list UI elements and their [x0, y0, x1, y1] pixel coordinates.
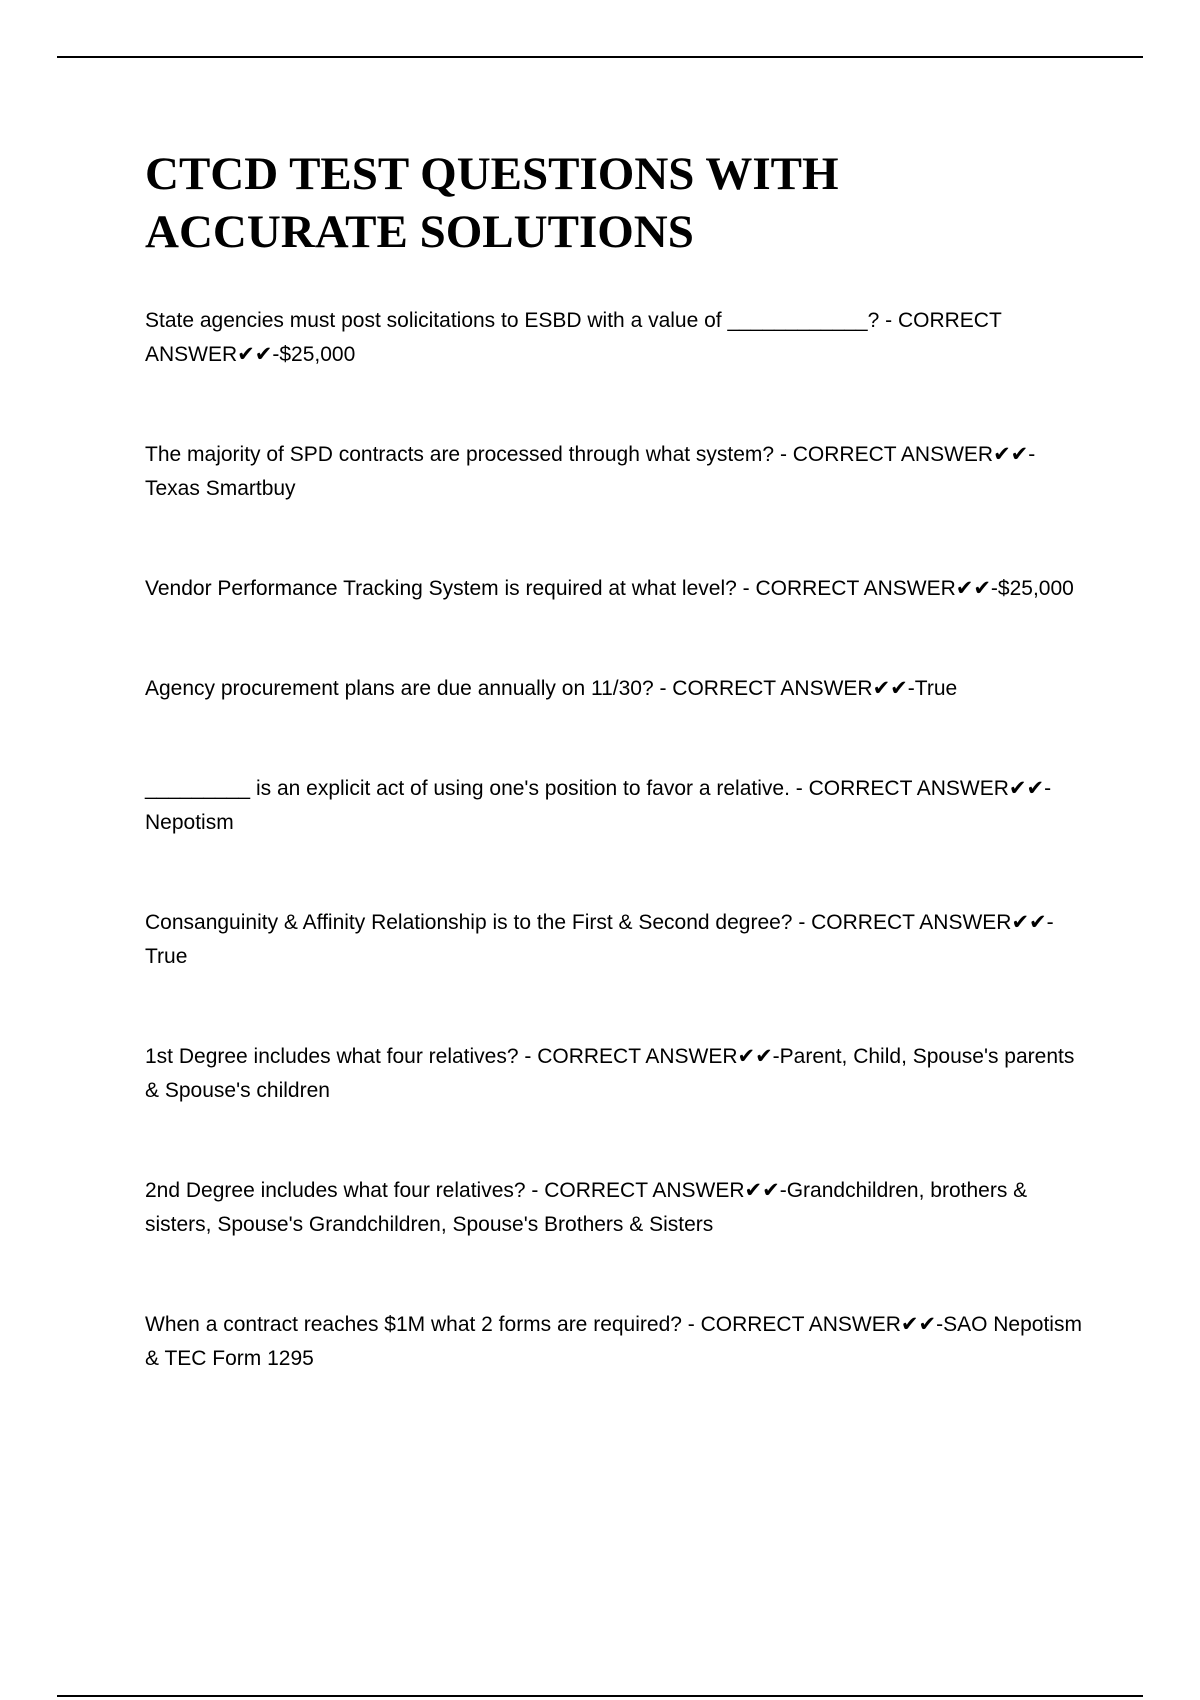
document-title: CTCD TEST QUESTIONS WITH ACCURATE SOLUTIONS	[145, 148, 839, 258]
question-answer-list	[145, 304, 1090, 1376]
qa-item-6: Consanguinity & Affinity Relationship is to the First & Second degree? - CORRECT ANSWER✔✔-True	[145, 911, 1054, 968]
qa-item-8: 2nd Degree includes what four relatives? - CORRECT ANSWER✔✔-Grandchildren, brothers & sisters, Spouse's Grandchildren, Spouse's Brothers & Sisters	[145, 1179, 1028, 1236]
qa-item-2: The majority of SPD contracts are processed through what system? - CORRECT ANSWER✔✔-Texas Smartbuy	[145, 443, 1036, 500]
qa-item-3: Vendor Performance Tracking System is required at what level? - CORRECT ANSWER✔✔-$25,000	[145, 577, 1074, 600]
qa-item-7: 1st Degree includes what four relatives? - CORRECT ANSWER✔✔-Parent, Child, Spouse's parents & Spouse's children	[145, 1045, 1075, 1102]
bottom-divider	[57, 1695, 1143, 1697]
qa-item-9: When a contract reaches $1M what 2 forms are required? - CORRECT ANSWER✔✔-SAO Nepotism & TEC Form 1295	[145, 1313, 1082, 1370]
qa-item-1: State agencies must post solicitations to ESBD with a value of ____________? - CORRECT ANSWER✔✔-$25,000	[145, 309, 1002, 366]
qa-item-4: Agency procurement plans are due annually on 11/30? - CORRECT ANSWER✔✔-True	[145, 677, 958, 700]
document-body	[145, 145, 1090, 1442]
qa-item-5: _________ is an explicit act of using one's position to favor a relative. - CORRECT ANSWER✔✔-Nepotism	[145, 777, 1052, 834]
top-divider	[57, 56, 1143, 58]
